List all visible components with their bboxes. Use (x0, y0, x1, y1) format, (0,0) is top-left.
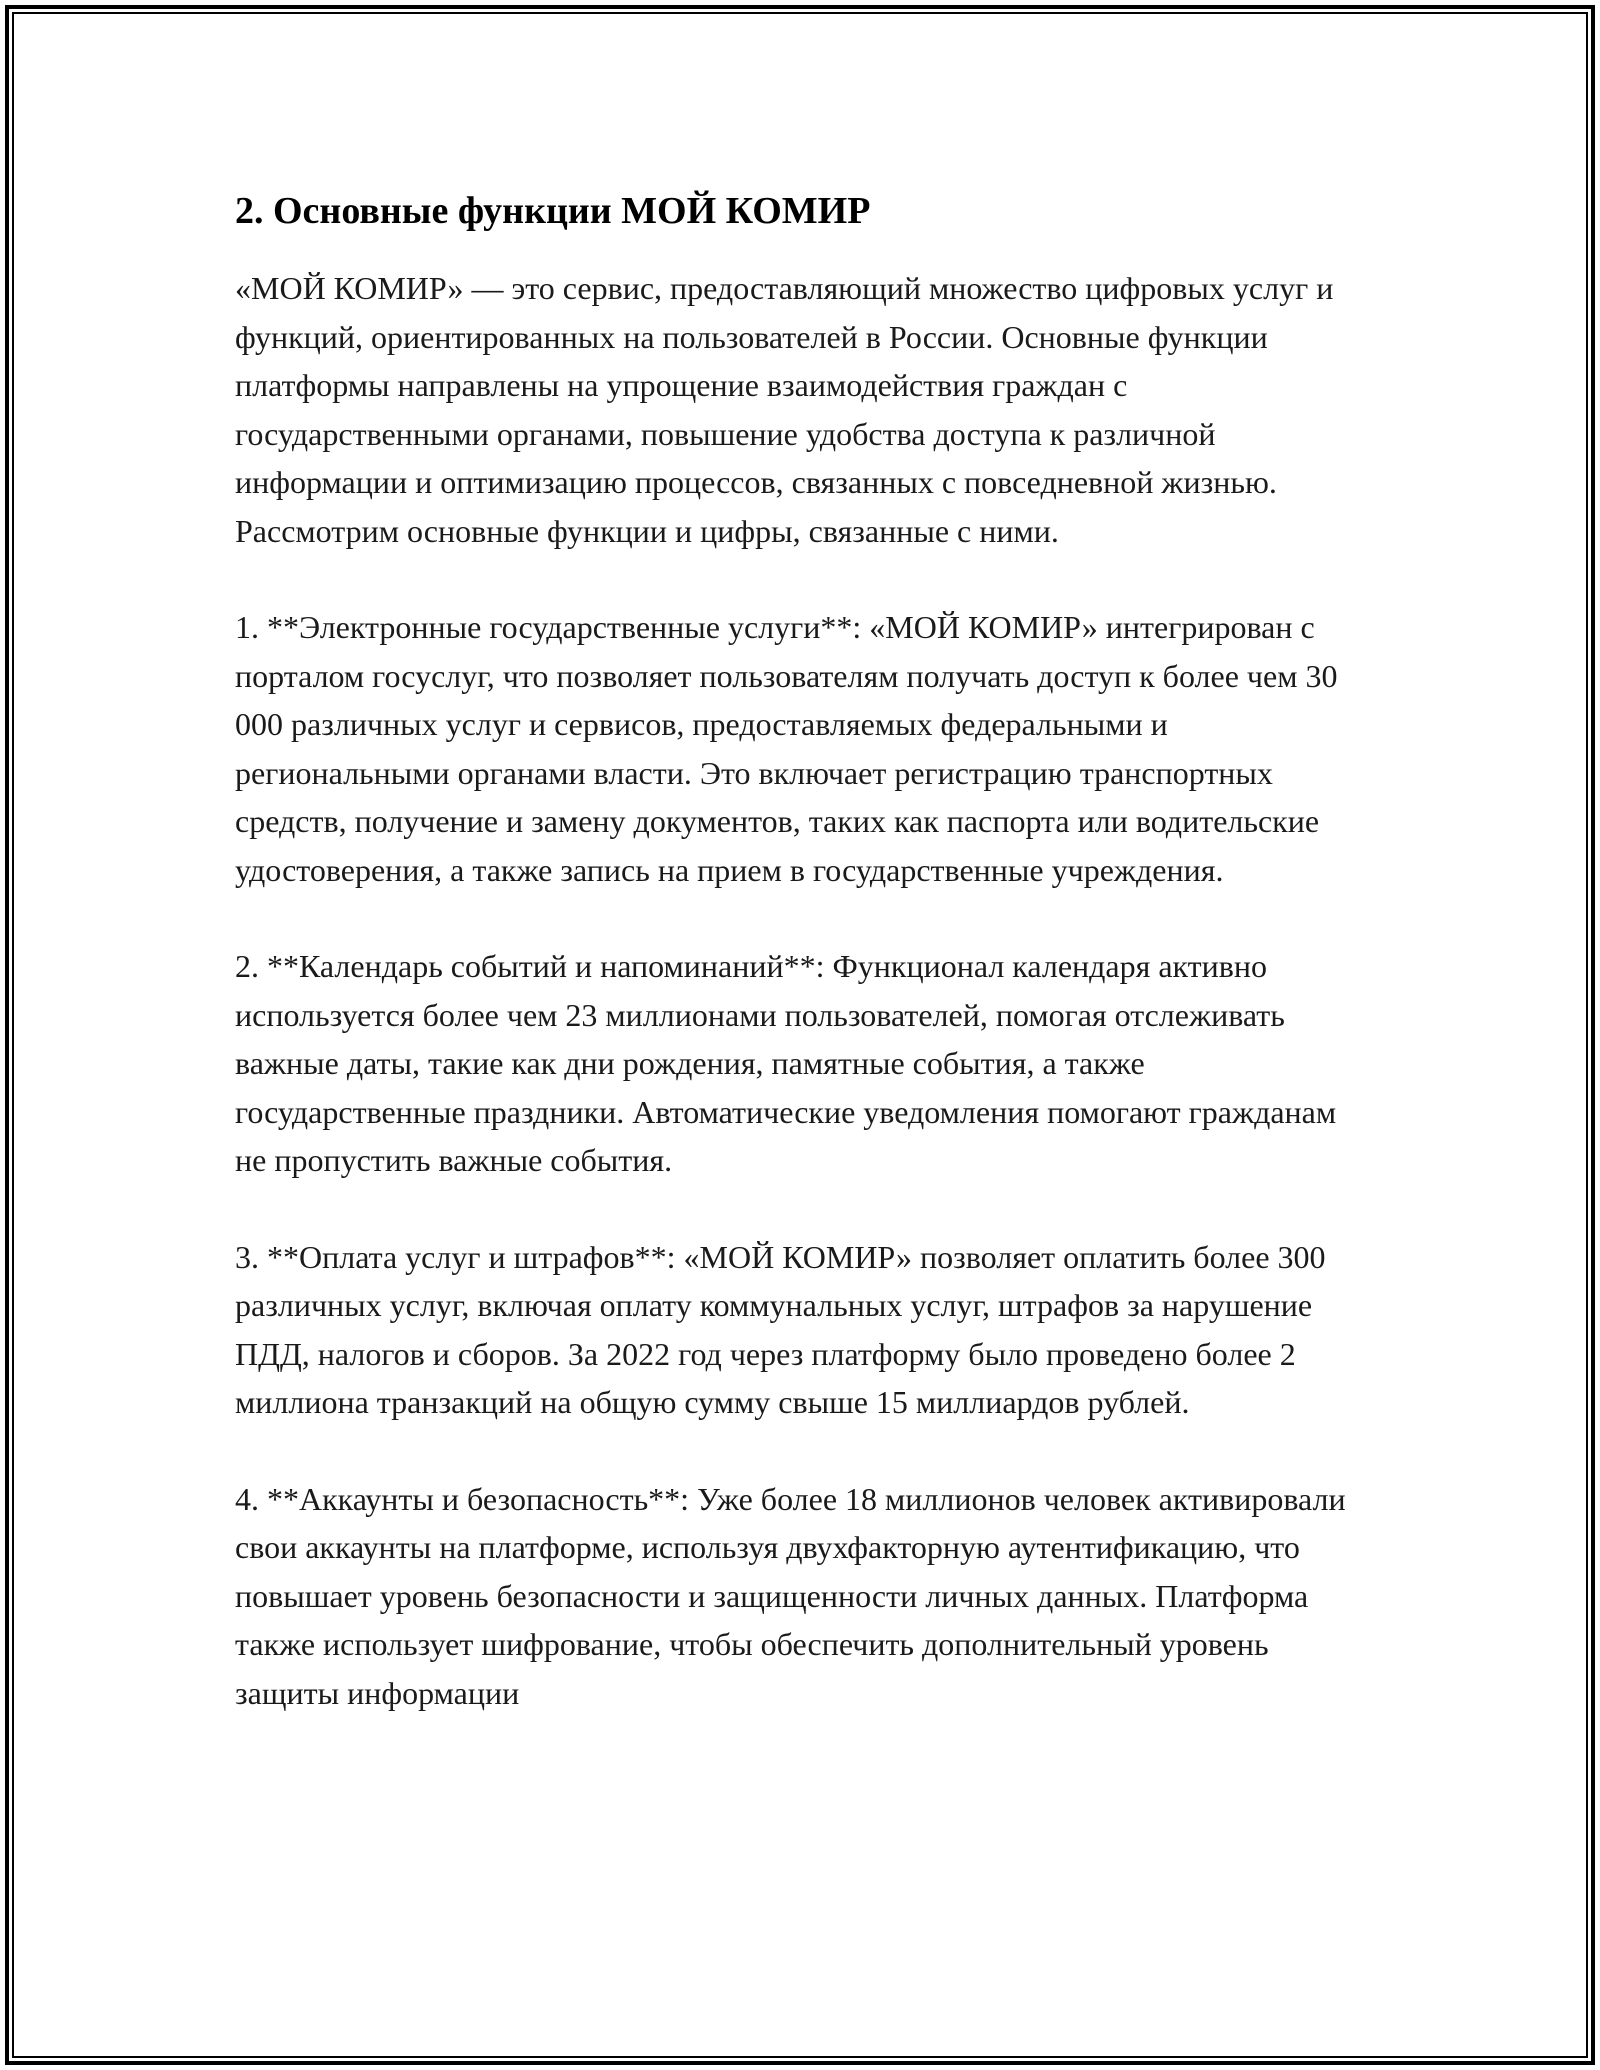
document-body (235, 186, 1375, 1765)
paragraph-security: 4. **Аккаунты и безопасность**: Уже более 18 миллионов человек активировали свои аккаунты на платформе, используя двухфакторную аутентификацию, что повышает уровень безопасности и защищенности личных данных. Платформа также использует шифрование, чтобы обеспечить дополнительный уровень защиты информации (235, 1480, 1346, 1711)
paragraph-calendar: 2. **Календарь событий и напоминаний**: Функционал календаря активно используется более чем 23 миллионами пользователей, помогая отслеживать важные даты, такие как дни рождения, памятные события, а также государственные праздники. Автоматические уведомления помогают гражданам не пропустить важные события. (235, 948, 1337, 1178)
intro-paragraph: «МОЙ КОМИР» — это сервис, предоставляющий множество цифровых услуг и функций, ориентированных на пользователей в России. Основные функции платформы направлены на упрощение взаимодействия граждан с государственными органами, повышение удобства доступа к различной информации и оптимизацию процессов, связанных с повседневной жизнью. Рассмотрим основные функции и цифры, связанные с ними. (235, 270, 1334, 549)
paragraph-gov-services: 1. **Электронные государственные услуги**: «МОЙ КОМИР» интегрирован с порталом госуслуг, что позволяет пользователям получать доступ к более чем 30 000 различных услуг и сервисов, предоставляемых федеральными и региональными органами власти. Это включает регистрацию транспортных средств, получение и замену документов, таких как паспорта или водительские удостоверения, а также запись на прием в государственные учреждения. (235, 609, 1338, 888)
section-heading: 2. Основные функции МОЙ КОМИР (235, 190, 871, 232)
paragraph-payments: 3. **Оплата услуг и штрафов**: «МОЙ КОМИР» позволяет оплатить более 300 различных услуг, включая оплату коммунальных услуг, штрафов за нарушение ПДД, налогов и сборов. За 2022 год через платформу было проведено более 2 миллиона транзакций на общую сумму свыше 15 миллиардов рублей. (235, 1238, 1326, 1420)
